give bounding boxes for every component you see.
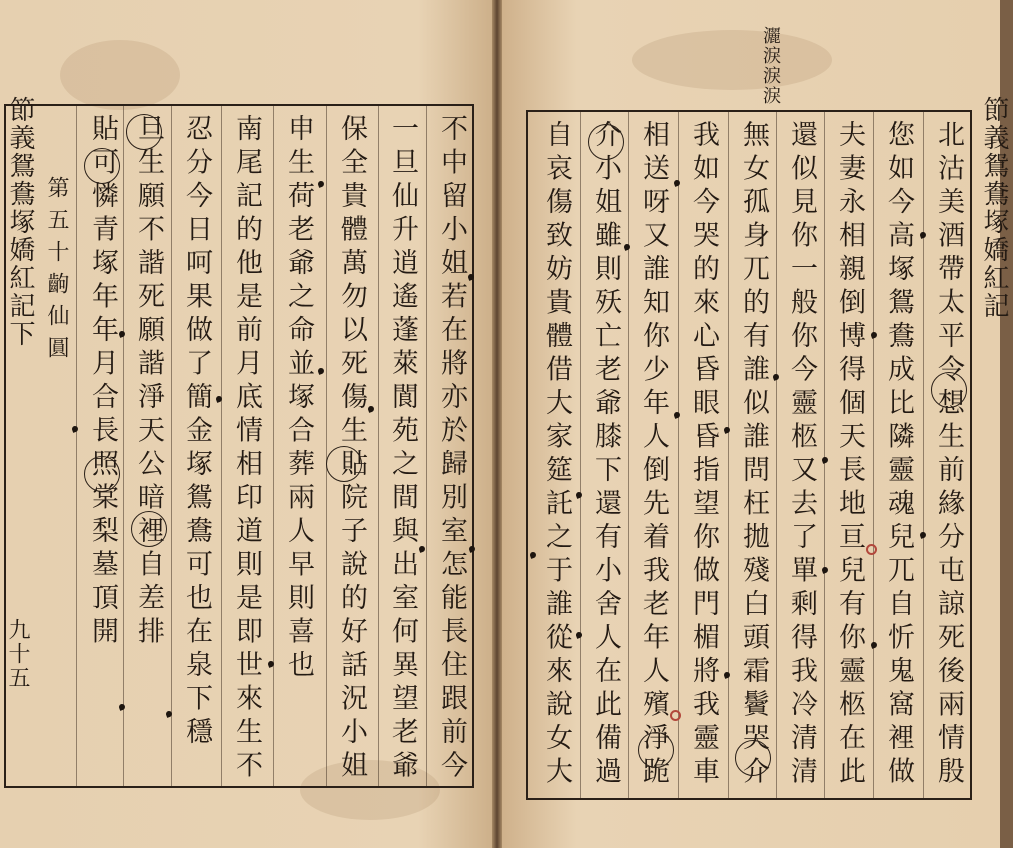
column-rule xyxy=(580,112,581,798)
book-gutter xyxy=(492,0,502,848)
text-column: 申生荷老爺之命並塚合葬兩人早則喜也 xyxy=(283,114,314,684)
left-page xyxy=(0,0,492,848)
red-punctuation-mark xyxy=(866,544,877,555)
left-text-frame xyxy=(4,104,474,788)
top-stamp: 灑淚淚淚 xyxy=(760,26,781,106)
column-rule xyxy=(923,112,924,798)
punctuation-mark xyxy=(919,531,927,539)
punctuation-mark xyxy=(723,671,731,679)
punctuation-mark xyxy=(723,426,731,434)
punctuation-mark xyxy=(870,331,878,339)
folio-number: 九十五 xyxy=(5,618,30,690)
text-column: 南尾記的他是前月底情相印道則是即世來生不 xyxy=(231,114,262,784)
punctuation-mark xyxy=(118,703,126,711)
text-column: 一旦仙升逍遙蓬萊閬苑之間與出室何異望老爺 xyxy=(387,114,418,784)
column-rule xyxy=(221,106,222,786)
text-column: 貼可憐青塚年年月合長照棠梨墓頂開 xyxy=(87,114,118,650)
text-column: 自哀傷致妨貴體借大家筵託之于誰從來說女大 xyxy=(541,120,572,790)
text-column: 不中留小姐若在將亦於歸別室怎能長住跟前今 xyxy=(436,114,467,784)
paper-stain xyxy=(632,30,832,90)
role-mark xyxy=(131,511,167,547)
column-rule xyxy=(824,112,825,798)
text-column: 還似見你一般你今靈柩又去了單剩得我冷清清 xyxy=(786,120,817,790)
punctuation-mark xyxy=(575,631,583,639)
column-rule xyxy=(76,106,77,786)
column-rule xyxy=(378,106,379,786)
role-mark xyxy=(326,446,362,482)
text-column: 您如今高塚鴛鴦成比隣靈魂兒兀自忻鬼窩裡做 xyxy=(883,120,914,790)
punctuation-mark xyxy=(673,179,681,187)
page-heading: 節義鴛鴦塚嬌紅記 xyxy=(979,96,1009,320)
column-rule xyxy=(628,112,629,798)
column-rule xyxy=(171,106,172,786)
role-mark xyxy=(126,114,162,150)
punctuation-mark xyxy=(673,411,681,419)
punctuation-mark xyxy=(821,456,829,464)
punctuation-mark xyxy=(623,243,631,251)
role-mark xyxy=(638,732,674,768)
role-mark xyxy=(84,148,120,184)
punctuation-mark xyxy=(71,425,79,433)
role-mark xyxy=(84,456,120,492)
column-rule xyxy=(776,112,777,798)
punctuation-mark xyxy=(468,545,476,553)
column-rule xyxy=(326,106,327,786)
punctuation-mark xyxy=(575,491,583,499)
punctuation-mark xyxy=(118,330,126,338)
right-text-frame xyxy=(526,110,972,800)
role-mark xyxy=(735,740,771,776)
paper-stain xyxy=(60,40,180,110)
column-rule xyxy=(728,112,729,798)
role-mark xyxy=(588,124,624,160)
column-rule xyxy=(678,112,679,798)
punctuation-mark xyxy=(919,231,927,239)
right-page xyxy=(502,0,1009,848)
red-punctuation-mark xyxy=(670,710,681,721)
text-column: 夫妻永相親倒博得個天長地亘兒有你靈柩在此 xyxy=(834,120,865,790)
chapter-title: 第五十齣仙圓 xyxy=(44,176,69,368)
punctuation-mark xyxy=(821,566,829,574)
text-column: 介小姐雖則殀亡老爺膝下還有小舍人在此備過 xyxy=(590,120,621,790)
role-mark xyxy=(931,372,967,408)
text-column: 旦生願不諧死願諧淨天公暗裡自差排 xyxy=(133,114,164,650)
column-rule xyxy=(873,112,874,798)
text-column: 相送呀又誰知你少年人倒先着我老年人殯淨跪 xyxy=(638,120,669,790)
column-rule xyxy=(123,106,124,786)
punctuation-mark xyxy=(367,405,375,413)
text-column: 無女孤身兀的有誰似誰問枉拋殘白頭霜鬢哭介 xyxy=(738,120,769,790)
column-rule xyxy=(273,106,274,786)
page-heading: 節義鴛鴦塚嬌紅記下 xyxy=(5,96,35,348)
text-column: 忍分今日呵果做了簡金塚鴛鴦可也在泉下穩 xyxy=(181,114,212,751)
punctuation-mark xyxy=(317,180,325,188)
text-column: 保全貴體萬勿以死傷生貼院子說的好話況小姐 xyxy=(336,114,367,784)
column-rule xyxy=(426,106,427,786)
text-column: 我如今哭的來心昏眼昏指望你做門楣將我靈車 xyxy=(688,120,719,790)
punctuation-mark xyxy=(418,545,426,553)
punctuation-mark xyxy=(772,373,780,381)
text-column: 北沽美酒帶太平令想生前緣分屯諒死後兩情殷 xyxy=(933,120,964,790)
punctuation-mark xyxy=(317,367,325,375)
punctuation-mark xyxy=(870,641,878,649)
punctuation-mark xyxy=(467,273,475,281)
